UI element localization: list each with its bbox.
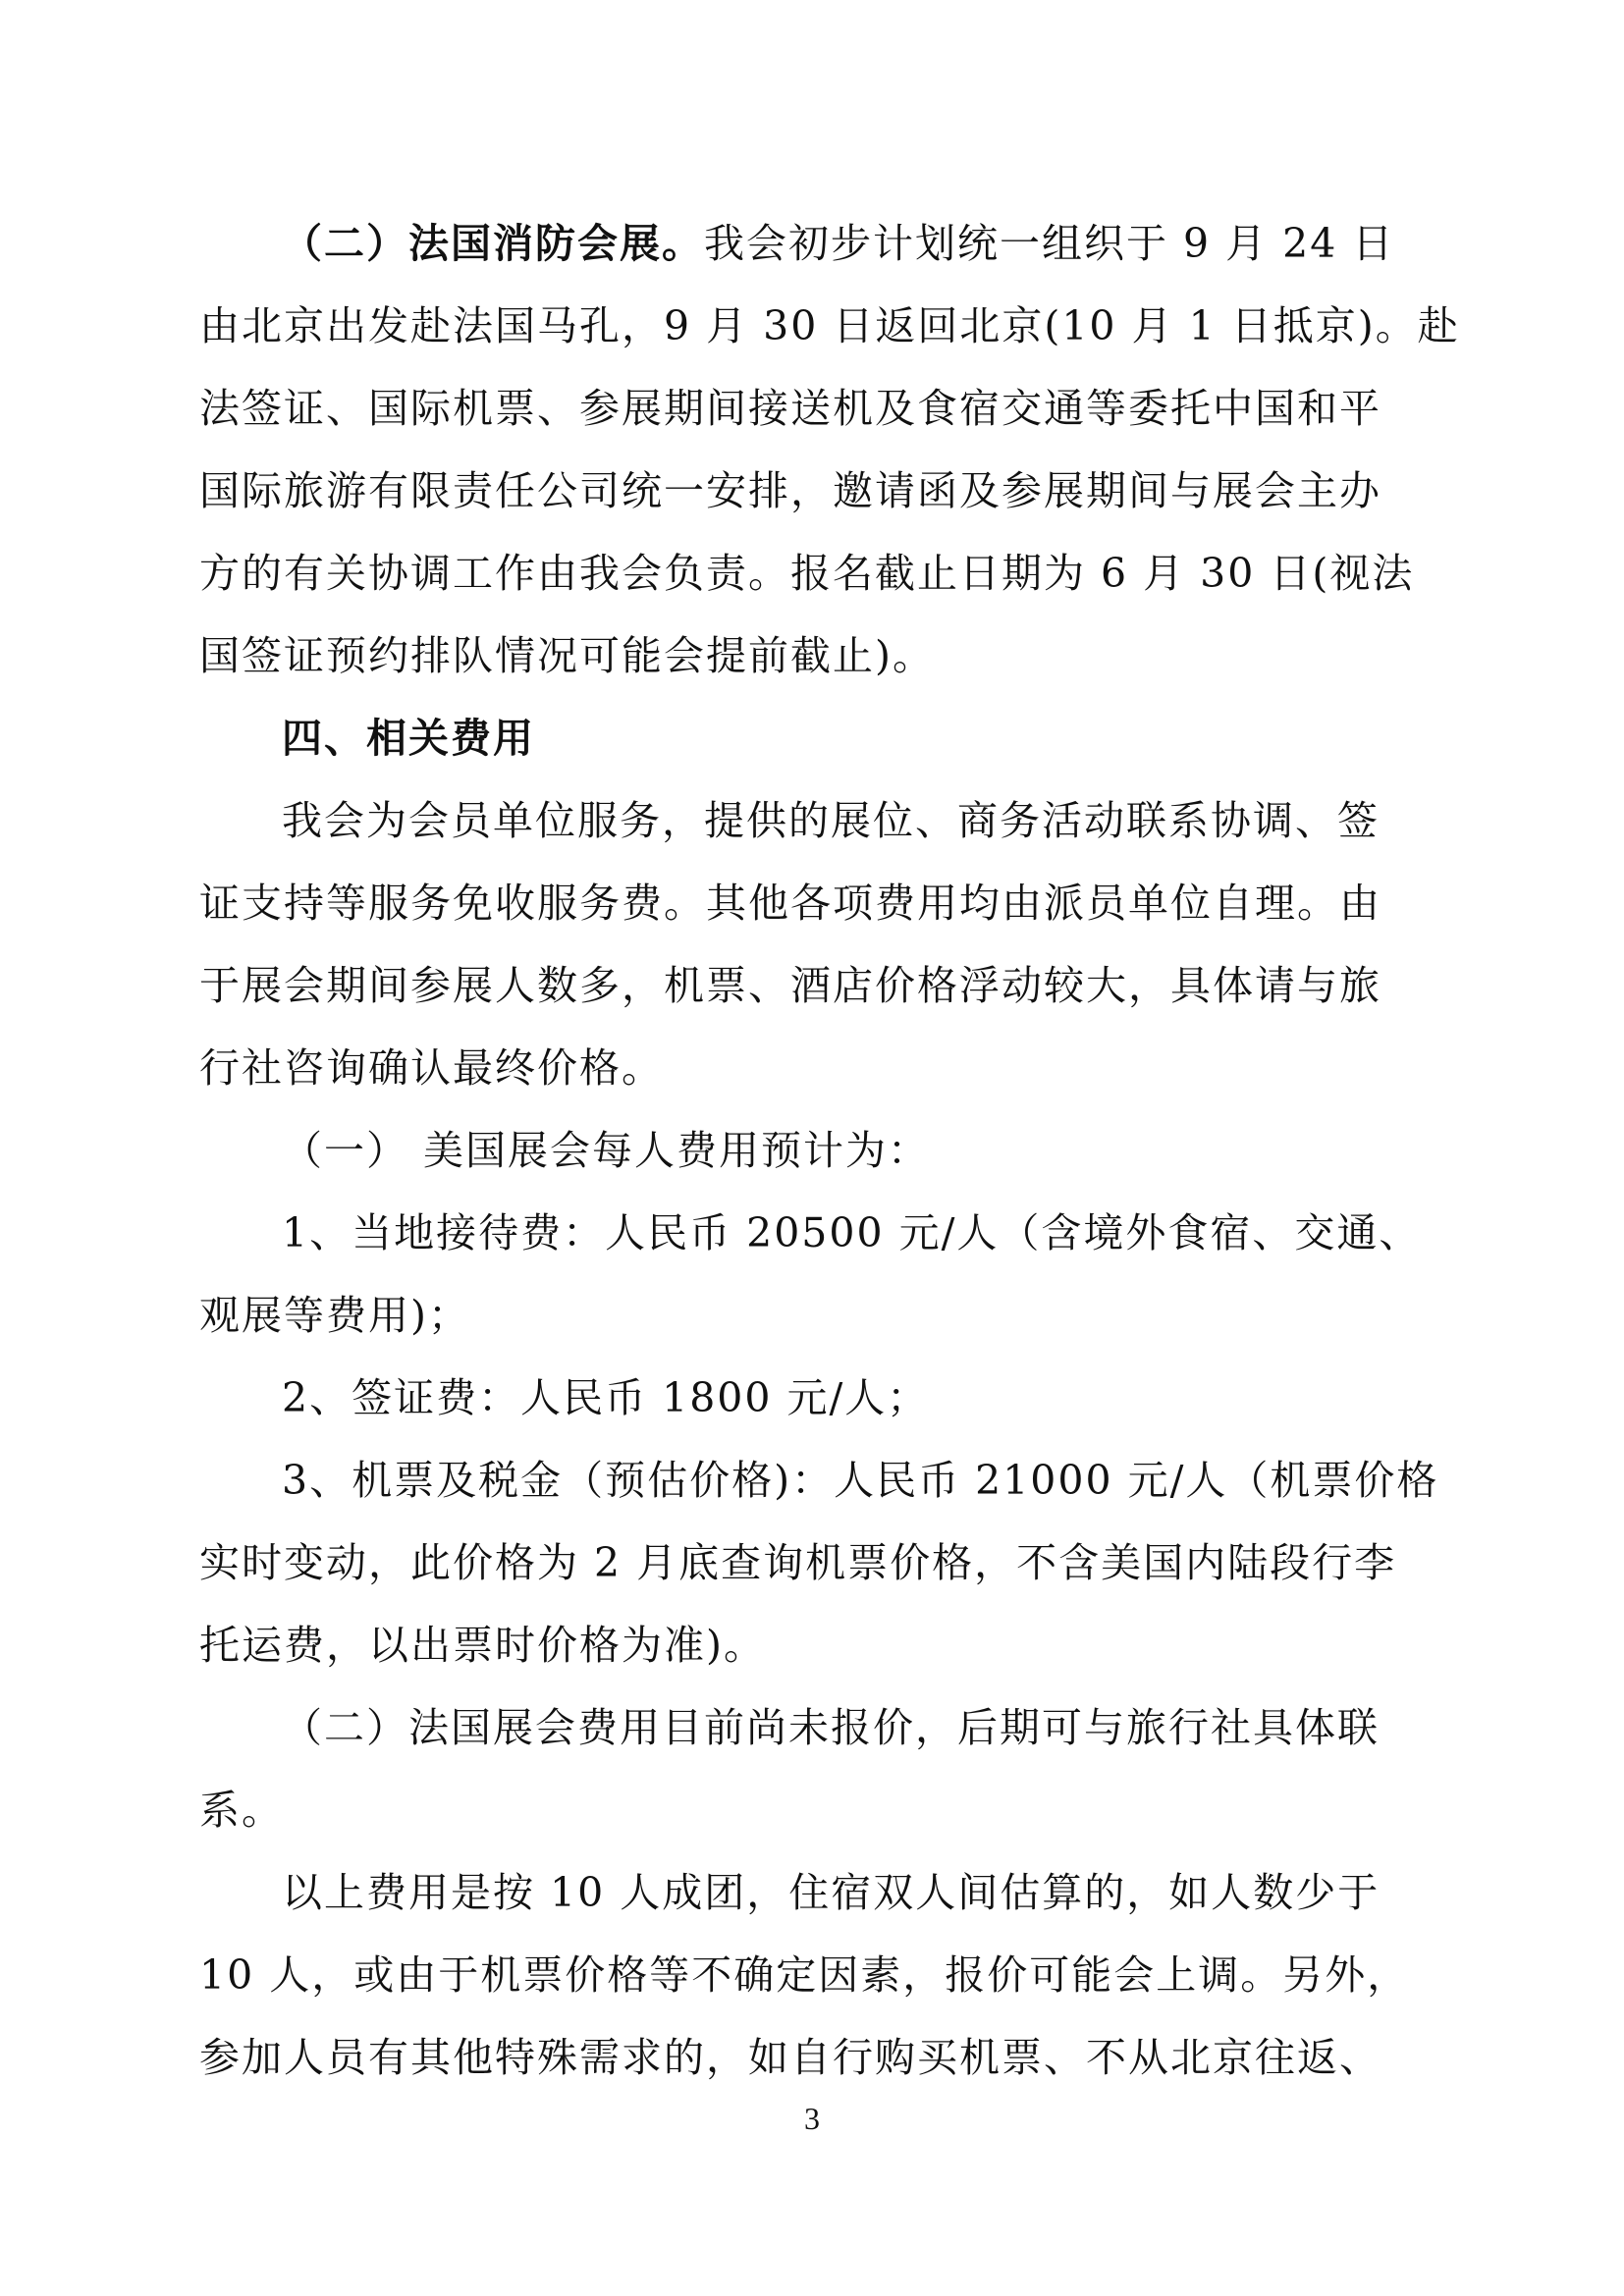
- fee-item-2: 2、签证费：人民币 1800 元/人；: [282, 1374, 930, 1421]
- fee-item-3: 3、机票及税金（预估价格)：人民币 21000 元/人（机票价格: [282, 1457, 1439, 1504]
- fee-item-3-continued: 托运费，以出票时价格为准)。: [199, 1622, 766, 1669]
- paragraph-line: 由北京出发赴法国马孔，9 月 30 日返回北京(10 月 1 日抵京)。赴: [199, 302, 1460, 349]
- closing-line: 参加人员有其他特殊需求的，如自行购买机票、不从北京往返、: [199, 2034, 1381, 2081]
- paragraph-line: 行社咨询确认最终价格。: [199, 1044, 664, 1092]
- section-four-title: 四、相关费用: [282, 715, 535, 762]
- france-section-text: 我会初步计划统一组织于 9 月 24 日: [704, 220, 1395, 267]
- paragraph-line: 国签证预约排队情况可能会提前截止)。: [199, 632, 935, 679]
- paragraph-line: 于展会期间参展人数多，机票、酒店价格浮动较大，具体请与旅: [199, 962, 1381, 1009]
- paragraph-line: 证支持等服务免收服务费。其他各项费用均由派员单位自理。由: [199, 880, 1381, 927]
- fee-item-1-continued: 观展等费用)；: [199, 1292, 470, 1339]
- fee-item-3-continued: 实时变动，此价格为 2 月底查询机票价格，不含美国内陆段行李: [199, 1539, 1397, 1586]
- fee-item-1: 1、当地接待费：人民币 20500 元/人（含境外食宿、交通、: [282, 1209, 1422, 1256]
- paragraph-line: 方的有关协调工作由我会负责。报名截止日期为 6 月 30 日(视法: [199, 550, 1415, 597]
- france-section-first-line: [282, 214, 1394, 273]
- france-section-heading: （二）法国消防会展。: [282, 220, 704, 267]
- france-fees-line: （二）法国展会费用目前尚未报价，后期可与旅行社具体联: [282, 1704, 1380, 1751]
- usa-fees-heading: （一） 美国展会每人费用预计为：: [282, 1127, 931, 1174]
- paragraph-line: 我会为会员单位服务，提供的展位、商务活动联系协调、签: [282, 797, 1380, 844]
- page-number: 3: [804, 2101, 820, 2136]
- paragraph-line: 法签证、国际机票、参展期间接送机及食宿交通等委托中国和平: [199, 385, 1381, 432]
- closing-line: 以上费用是按 10 人成团，住宿双人间估算的，如人数少于: [282, 1869, 1380, 1916]
- paragraph-line: 国际旅游有限责任公司统一安排，邀请函及参展期间与展会主办: [199, 467, 1381, 514]
- closing-line: 10 人，或由于机票价格等不确定因素，报价可能会上调。另外，: [199, 1951, 1410, 1999]
- france-fees-line: 系。: [199, 1787, 284, 1834]
